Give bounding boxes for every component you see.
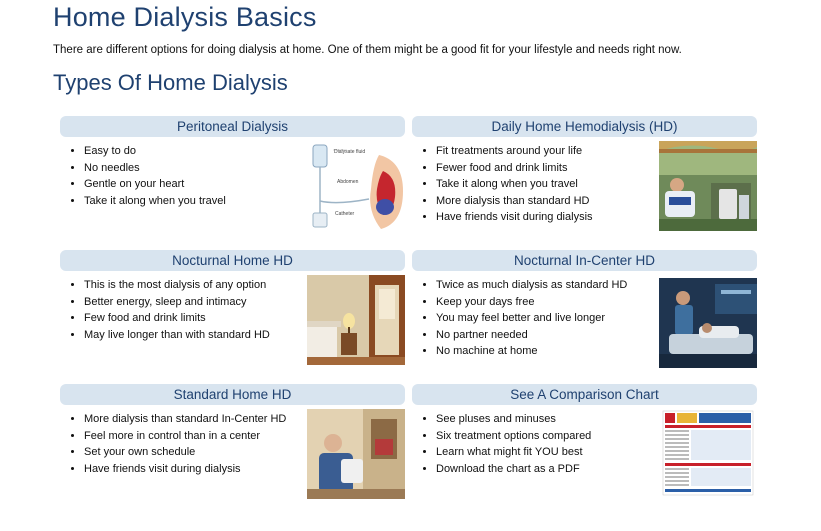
list-item: • See pluses and minuses [436, 411, 591, 428]
card-title[interactable]: Standard Home HD [60, 384, 405, 405]
card-title[interactable]: Nocturnal Home HD [60, 250, 405, 271]
benefit-list [70, 143, 226, 209]
card-title[interactable]: See A Comparison Chart [412, 384, 757, 405]
list-item: • Easy to do [84, 143, 226, 160]
list-item: • More dialysis than standard In-Center HD [84, 411, 286, 428]
intro-text: There are different options for doing dialysis at home. One of them might be a good fit for your lifestyle and needs right now. [53, 44, 682, 56]
list-item: • Fewer food and drink limits [436, 160, 593, 177]
peritoneal-diagram-image[interactable] [307, 141, 405, 231]
comparison-chart-thumbnail[interactable] [659, 409, 757, 499]
list-item: • No machine at home [436, 343, 627, 360]
photo-illustration [307, 275, 405, 365]
photo-illustration [659, 141, 757, 231]
list-item: • Six treatment options compared [436, 428, 591, 445]
list-item: • Have friends visit during dialysis [84, 461, 286, 478]
card-title[interactable]: Peritoneal Dialysis [60, 116, 405, 137]
list-item: • Few food and drink limits [84, 310, 270, 327]
list-item: • Set your own schedule [84, 444, 286, 461]
page-title: Home Dialysis Basics [53, 2, 317, 32]
list-item: • Have friends visit during dialysis [436, 209, 593, 226]
list-item: • May live longer than with standard HD [84, 327, 270, 344]
card-daily-home-hd[interactable] [412, 116, 757, 238]
list-item: • This is the most dialysis of any option [84, 277, 270, 294]
card-title[interactable]: Nocturnal In-Center HD [412, 250, 757, 271]
benefit-list [70, 411, 286, 477]
list-item: • No needles [84, 160, 226, 177]
list-item: • Keep your days free [436, 294, 627, 311]
patient-outdoors-photo[interactable] [659, 141, 757, 231]
list-item: • Download the chart as a PDF [436, 461, 591, 478]
list-item: • Take it along when you travel [436, 176, 593, 193]
card-comparison-chart[interactable] [412, 384, 757, 506]
bedroom-photo[interactable] [307, 275, 405, 365]
clinic-night-photo[interactable] [659, 278, 757, 368]
benefit-list [422, 143, 593, 226]
photo-illustration [659, 278, 757, 368]
diagram-illustration [307, 141, 405, 231]
list-item: • Fit treatments around your life [436, 143, 593, 160]
section-title: Types Of Home Dialysis [53, 70, 288, 95]
photo-illustration [307, 409, 405, 499]
list-item: • Learn what might fit YOU best [436, 444, 591, 461]
list-item: • Better energy, sleep and intimacy [84, 294, 270, 311]
card-nocturnal-home-hd[interactable] [60, 250, 405, 372]
list-item: • Twice as much dialysis as standard HD [436, 277, 627, 294]
diagram-label: Abdomen [337, 179, 359, 185]
card-title[interactable]: Daily Home Hemodialysis (HD) [412, 116, 757, 137]
diagram-label: Catheter [335, 211, 355, 217]
diagram-label: Dialysate fluid [334, 149, 366, 155]
list-item: • You may feel better and live longer [436, 310, 627, 327]
home-patient-photo[interactable] [307, 409, 405, 499]
list-item: • Feel more in control than in a center [84, 428, 286, 445]
card-nocturnal-in-center-hd[interactable] [412, 250, 757, 372]
benefit-list [70, 277, 270, 343]
list-item: • No partner needed [436, 327, 627, 344]
benefit-list [422, 411, 591, 477]
benefit-list [422, 277, 627, 360]
chart-thumbnail-illustration [659, 409, 757, 499]
list-item: • Take it along when you travel [84, 193, 226, 210]
list-item: • More dialysis than standard HD [436, 193, 593, 210]
card-standard-home-hd[interactable] [60, 384, 405, 506]
list-item: • Gentle on your heart [84, 176, 226, 193]
card-peritoneal-dialysis[interactable] [60, 116, 405, 238]
